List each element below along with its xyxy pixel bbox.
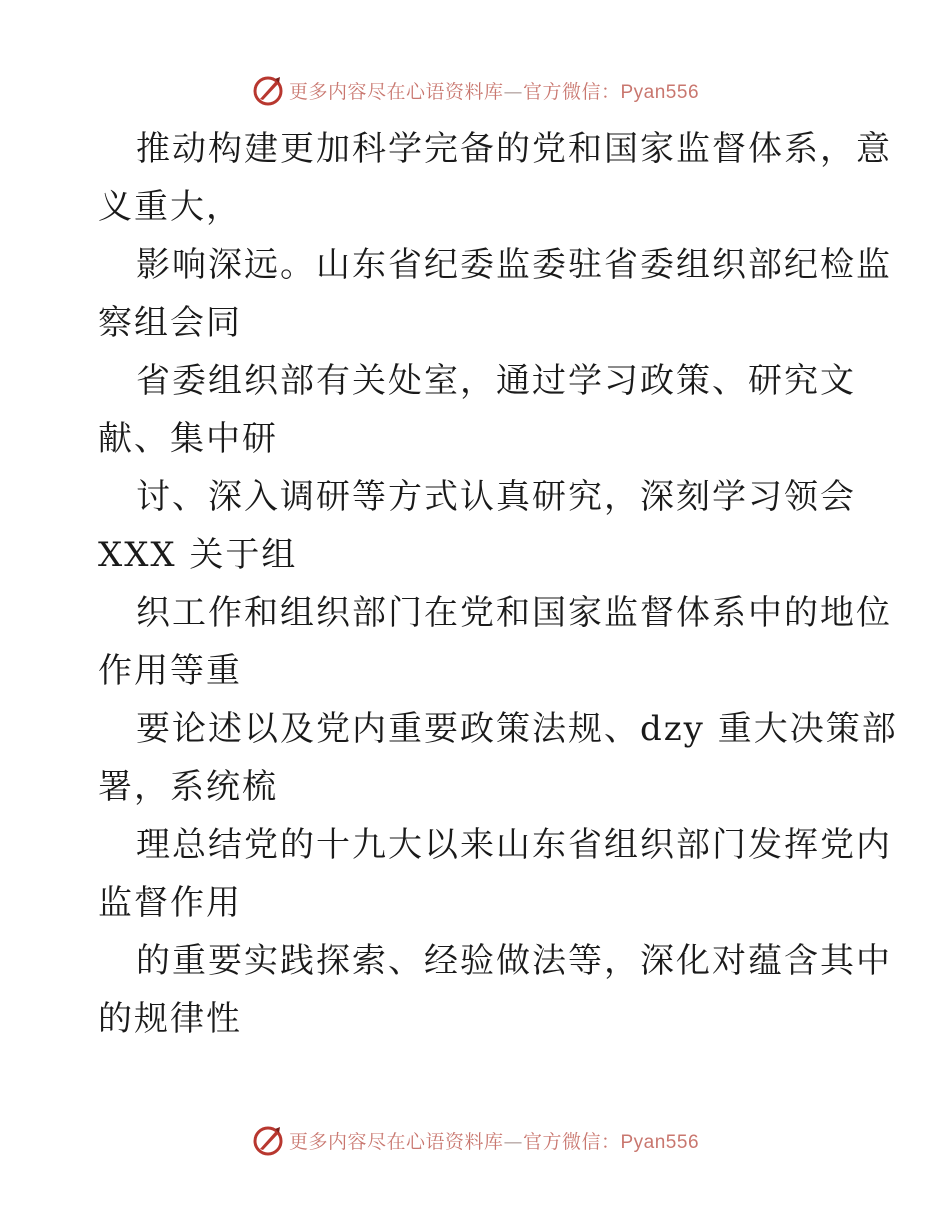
- quill-circle-icon: [251, 73, 285, 107]
- body-line: 监督作用: [98, 883, 242, 923]
- body-line: 推动构建更加科学完备的党和国家监督体系，意: [136, 129, 892, 169]
- body-line: XXX 关于组: [98, 535, 298, 575]
- watermark-text: 更多内容尽在心语资料库—官方微信：Pyan556: [288, 1130, 700, 1153]
- body-line: 影响深远。山东省纪委监委驻省委组织部纪检监: [136, 245, 892, 285]
- body-line: 省委组织部有关处室，通过学习政策、研究文: [136, 361, 856, 401]
- body-line: 织工作和组织部门在党和国家监督体系中的地位: [136, 593, 892, 633]
- body-line: 讨、深入调研等方式认真研究，深刻学习领会: [136, 477, 856, 517]
- body-line: 署，系统梳: [98, 767, 278, 807]
- body-line: 作用等重: [98, 651, 242, 691]
- body-line: 的规律性: [98, 999, 242, 1039]
- body-line: 理总结党的十九大以来山东省组织部门发挥党内: [136, 825, 892, 865]
- document-body: [98, 120, 898, 1048]
- body-line: 要论述以及党内重要政策法规、dzy 重大决策部: [136, 709, 898, 749]
- body-line: 献、集中研: [98, 419, 278, 459]
- footer-watermark: [0, 1120, 950, 1160]
- quill-circle-icon: [251, 1123, 285, 1157]
- body-line: 义重大，: [98, 187, 242, 227]
- body-line: 的重要实践探索、经验做法等，深化对蕴含其中: [136, 941, 892, 981]
- header-watermark: [0, 70, 950, 110]
- watermark-text: 更多内容尽在心语资料库—官方微信：Pyan556: [288, 80, 700, 103]
- body-line: 察组会同: [98, 303, 242, 343]
